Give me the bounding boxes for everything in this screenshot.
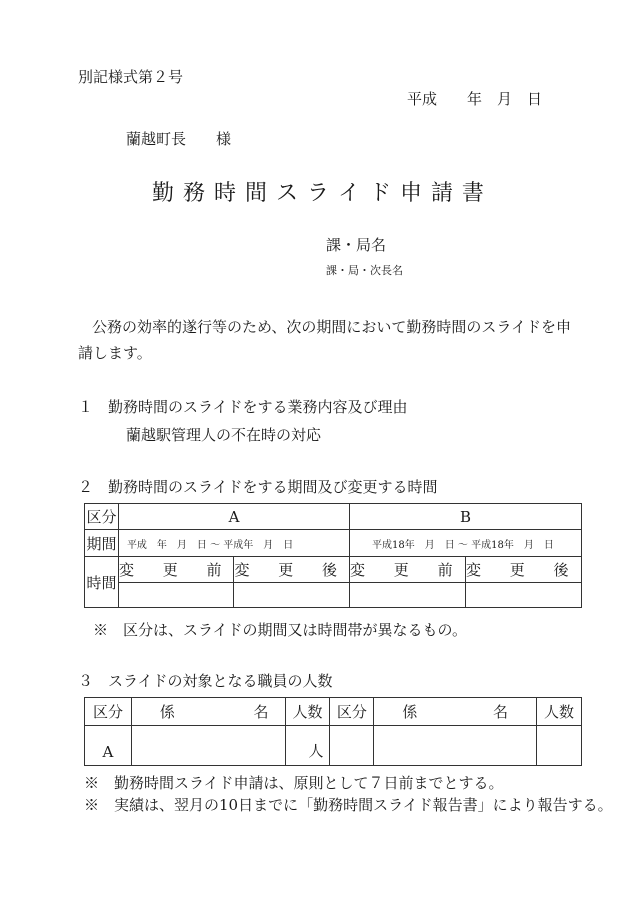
period-label: 期間 xyxy=(85,530,119,557)
header-b: B xyxy=(350,504,582,530)
kakari-label: 係 xyxy=(159,703,175,721)
b-before-cell xyxy=(350,583,466,608)
section3-heading: ３ スライドの対象となる職員の人数 xyxy=(78,672,333,690)
section2-heading: ２ 勤務時間のスライドをする期間及び変更する時間 xyxy=(78,478,438,496)
section1-content: 蘭越駅管理人の不在時の対応 xyxy=(126,426,322,444)
staff-kubun-cell-2 xyxy=(330,726,374,766)
staff-count-cell-2 xyxy=(537,726,582,766)
period-table xyxy=(84,503,582,608)
head-label: 課・局・次長名 xyxy=(326,264,403,277)
b-after-header: 変 更 後 xyxy=(465,557,581,583)
staff-kakari-cell-2 xyxy=(374,726,537,766)
dept-label: 課・局名 xyxy=(326,236,387,254)
period-a-cell: 平成 年 月 日 ～ 平成年 月 日 xyxy=(118,530,349,557)
kakari-label-2: 係 xyxy=(402,703,418,721)
header-kubun: 区分 xyxy=(85,504,119,530)
staff-header-kakari-mei xyxy=(131,698,285,726)
section1-heading: １ 勤務時間のスライドをする業務内容及び理由 xyxy=(78,398,408,416)
a-after-cell xyxy=(234,583,350,608)
staff-header-kubun-2: 区分 xyxy=(330,698,374,726)
a-before-cell xyxy=(118,583,234,608)
mei-label: 名 xyxy=(253,703,269,721)
form-number: 別記様式第２号 xyxy=(78,68,184,86)
staff-count-unit: 人 xyxy=(285,726,330,766)
a-after-header: 変 更 後 xyxy=(234,557,350,583)
footnote-1: ※ 勤務時間スライド申請は、原則として７日前までとする。 xyxy=(84,774,504,792)
period-b-cell: 平成18年 月 日 ～ 平成18年 月 日 xyxy=(350,530,582,557)
a-before-header: 変 更 前 xyxy=(118,557,234,583)
footnote-2: ※ 実績は、翌月の10日までに「勤務時間スライド報告書」により報告する。 xyxy=(84,796,613,814)
time-label: 時間 xyxy=(85,557,119,608)
staff-header-ninzu-2: 人数 xyxy=(537,698,582,726)
section2-note: ※ 区分は、スライドの期間又は時間帯が異なるもの。 xyxy=(93,621,467,639)
staff-row-label: A xyxy=(85,726,132,766)
intro-line-2: 請します。 xyxy=(78,344,152,362)
date-line: 平成 年 月 日 xyxy=(407,90,543,108)
b-after-cell xyxy=(465,583,581,608)
intro-line-1: 公務の効率的遂行等のため、次の期間において勤務時間のスライドを申 xyxy=(92,318,571,336)
staff-kakari-cell xyxy=(131,726,285,766)
b-before-header: 変 更 前 xyxy=(350,557,466,583)
mei-label-2: 名 xyxy=(493,703,509,721)
staff-header-ninzu: 人数 xyxy=(285,698,330,726)
header-a: A xyxy=(118,504,349,530)
addressee: 蘭越町長 様 xyxy=(126,130,232,148)
staff-header-kubun: 区分 xyxy=(85,698,132,726)
staff-header-kakari-mei-2 xyxy=(374,698,537,726)
document-title: 勤 務 時 間 ス ラ イ ド 申 請 書 xyxy=(152,181,485,206)
staff-table xyxy=(84,697,582,766)
